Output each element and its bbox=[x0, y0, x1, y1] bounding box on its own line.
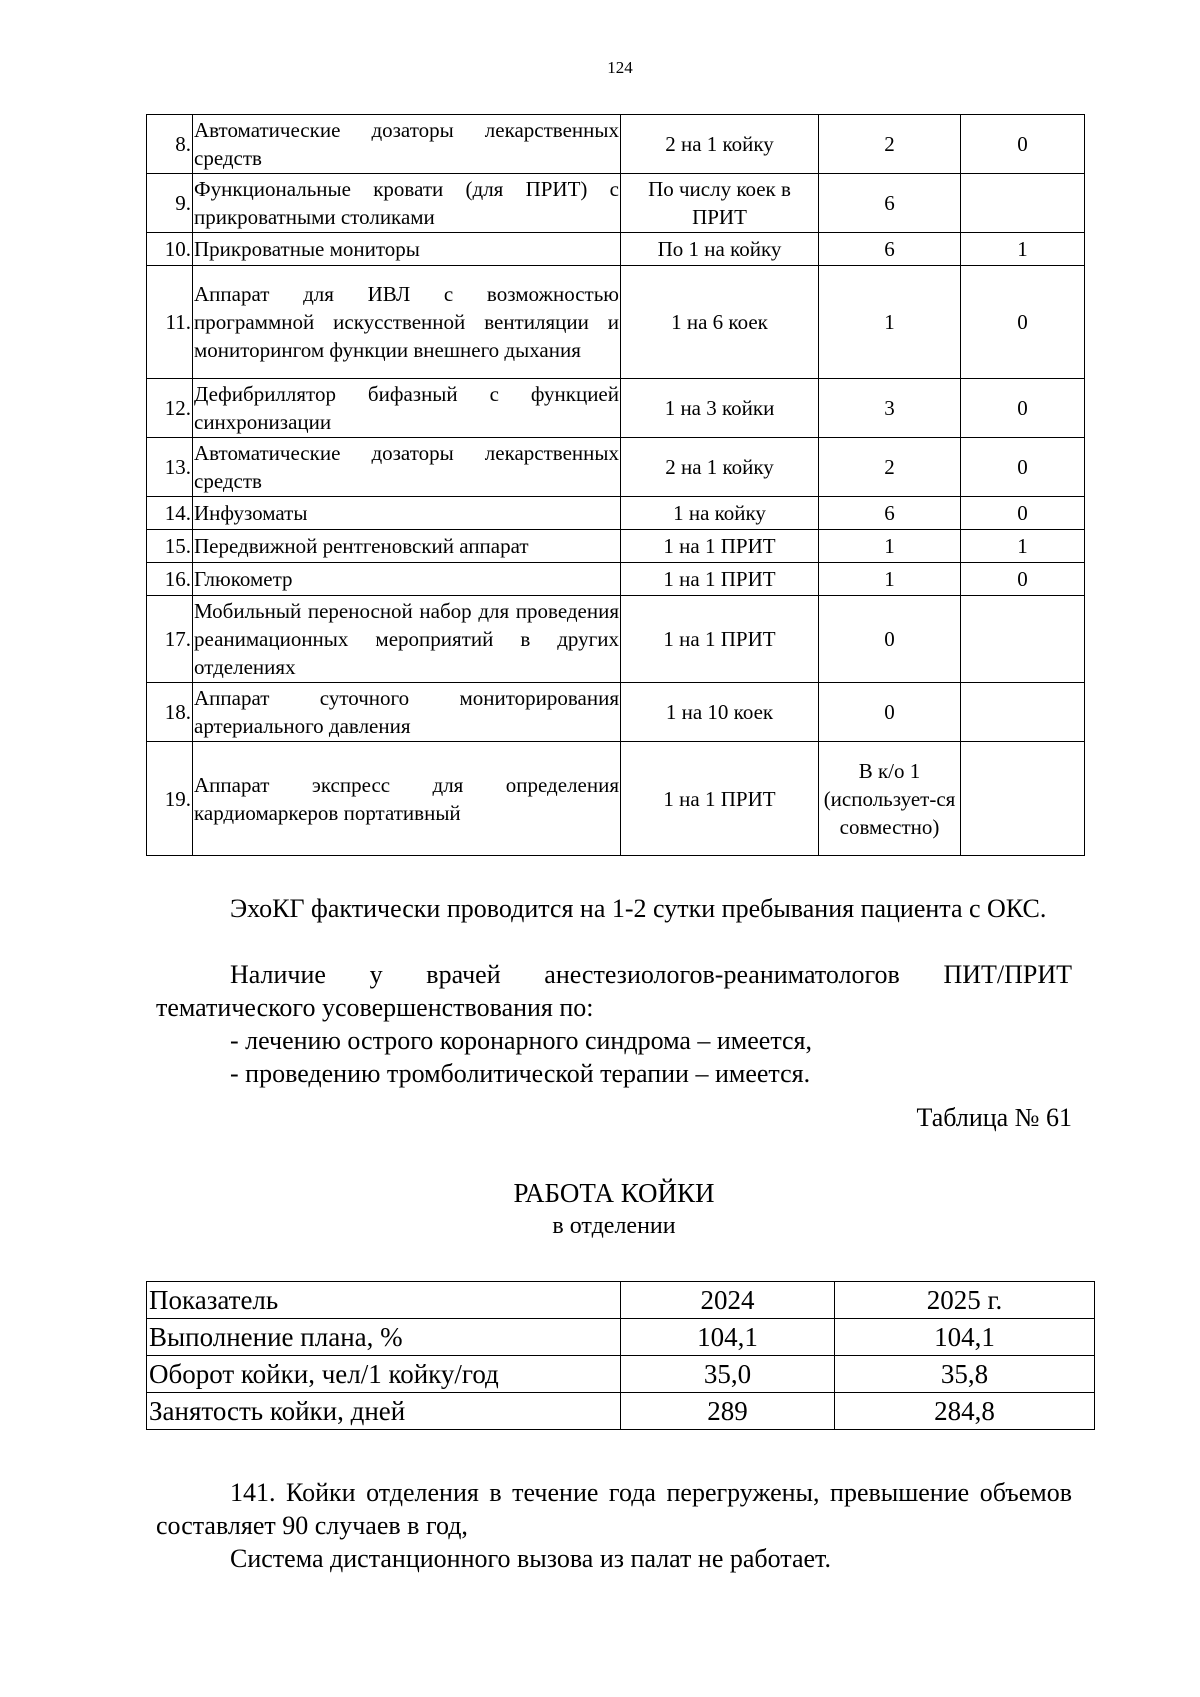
table-title: РАБОТА КОЙКИ bbox=[513, 1178, 715, 1208]
indicator-value: 284,8 bbox=[835, 1393, 1095, 1430]
equipment-actual: 6 bbox=[819, 233, 961, 266]
equipment-shortage: 1 bbox=[961, 530, 1085, 563]
equipment-shortage: 0 bbox=[961, 115, 1085, 174]
equipment-name: Дефибриллятор бифазный с функцией синхронизации bbox=[193, 379, 621, 438]
bed-work-table-body bbox=[147, 1282, 1095, 1430]
equipment-actual: 1 bbox=[819, 563, 961, 596]
row-number: 18. bbox=[147, 683, 193, 742]
equipment-actual: 2 bbox=[819, 115, 961, 174]
equipment-actual: 1 bbox=[819, 530, 961, 563]
table-header-row bbox=[147, 1282, 1095, 1319]
column-header: 2024 bbox=[621, 1282, 835, 1319]
bed-work-table bbox=[146, 1281, 1095, 1430]
equipment-norm: 1 на 1 ПРИТ bbox=[621, 742, 819, 856]
equipment-norm: 1 на 1 ПРИТ bbox=[621, 596, 819, 683]
equipment-name: Прикроватные мониторы bbox=[193, 233, 621, 266]
indicator-value: 104,1 bbox=[621, 1319, 835, 1356]
equipment-table bbox=[146, 114, 1085, 856]
table-row bbox=[147, 1319, 1095, 1356]
row-number: 8. bbox=[147, 115, 193, 174]
indicator-value: 35,8 bbox=[835, 1356, 1095, 1393]
page-number: 124 bbox=[607, 58, 633, 77]
table-row bbox=[147, 530, 1085, 563]
table-subtitle: в отделении bbox=[552, 1213, 676, 1239]
row-number: 11. bbox=[147, 266, 193, 379]
indicator-value: 104,1 bbox=[835, 1319, 1095, 1356]
column-header: Показатель bbox=[147, 1282, 621, 1319]
equipment-name: Инфузоматы bbox=[193, 497, 621, 530]
row-number: 13. bbox=[147, 438, 193, 497]
table-row bbox=[147, 266, 1085, 379]
paragraph-141: 141. Койки отделения в течение года перегружены, превышение объемов составляет 90 случаев в год, bbox=[156, 1478, 1072, 1540]
equipment-actual: 2 bbox=[819, 438, 961, 497]
table-row bbox=[147, 683, 1085, 742]
equipment-actual: 0 bbox=[819, 683, 961, 742]
equipment-shortage: 0 bbox=[961, 438, 1085, 497]
equipment-norm: 1 на 6 коек bbox=[621, 266, 819, 379]
equipment-shortage bbox=[961, 742, 1085, 856]
row-number: 15. bbox=[147, 530, 193, 563]
equipment-shortage: 0 bbox=[961, 266, 1085, 379]
training-paragraph: Наличие у врачей анестезиологов-реаниматологов ПИТ/ПРИТ тематического усовершенствования по: bbox=[156, 960, 1072, 1022]
equipment-shortage: 1 bbox=[961, 233, 1085, 266]
row-number: 10. bbox=[147, 233, 193, 266]
equipment-norm: 1 на 3 койки bbox=[621, 379, 819, 438]
table-row bbox=[147, 563, 1085, 596]
table-row bbox=[147, 1393, 1095, 1430]
table-row bbox=[147, 742, 1085, 856]
equipment-name: Функциональные кровати (для ПРИТ) с прикроватными столиками bbox=[193, 174, 621, 233]
equipment-table-body bbox=[147, 115, 1085, 856]
indicator-name: Оборот койки, чел/1 койку/год bbox=[147, 1356, 621, 1393]
equipment-shortage bbox=[961, 683, 1085, 742]
equipment-actual: 3 bbox=[819, 379, 961, 438]
equipment-name: Мобильный переносной набор для проведения реанимационных мероприятий в других отделениях bbox=[193, 596, 621, 683]
equipment-norm: По числу коек в ПРИТ bbox=[621, 174, 819, 233]
training-item-thrombolysis: - проведению тромболитической терапии – имеется. bbox=[230, 1059, 811, 1088]
equipment-name: Передвижной рентгеновский аппарат bbox=[193, 530, 621, 563]
table-row bbox=[147, 174, 1085, 233]
equipment-name: Аппарат экспресс для определения кардиомаркеров портативный bbox=[193, 742, 621, 856]
equipment-actual: В к/о 1 (использует-ся совместно) bbox=[819, 742, 961, 856]
row-number: 9. bbox=[147, 174, 193, 233]
equipment-actual: 6 bbox=[819, 497, 961, 530]
row-number: 14. bbox=[147, 497, 193, 530]
equipment-shortage: 0 bbox=[961, 497, 1085, 530]
equipment-name: Глюкометр bbox=[193, 563, 621, 596]
row-number: 17. bbox=[147, 596, 193, 683]
indicator-name: Выполнение плана, % bbox=[147, 1319, 621, 1356]
table-row bbox=[147, 497, 1085, 530]
equipment-name: Автоматические дозаторы лекарственных средств bbox=[193, 115, 621, 174]
table-row bbox=[147, 115, 1085, 174]
row-number: 12. bbox=[147, 379, 193, 438]
call-system-paragraph: Система дистанционного вызова из палат не работает. bbox=[230, 1544, 831, 1573]
indicator-name: Занятость койки, дней bbox=[147, 1393, 621, 1430]
table-number: Таблица № 61 bbox=[916, 1103, 1072, 1132]
indicator-value: 289 bbox=[621, 1393, 835, 1430]
equipment-norm: 1 на 10 коек bbox=[621, 683, 819, 742]
echo-paragraph: ЭхоКГ фактически проводится на 1-2 сутки пребывания пациента с ОКС. bbox=[230, 894, 1047, 923]
equipment-shortage: 0 bbox=[961, 563, 1085, 596]
equipment-shortage bbox=[961, 596, 1085, 683]
equipment-shortage: 0 bbox=[961, 379, 1085, 438]
equipment-name: Аппарат суточного мониторирования артериального давления bbox=[193, 683, 621, 742]
equipment-norm: 1 на 1 ПРИТ bbox=[621, 563, 819, 596]
equipment-norm: 1 на 1 ПРИТ bbox=[621, 530, 819, 563]
equipment-norm: 2 на 1 койку bbox=[621, 115, 819, 174]
indicator-value: 35,0 bbox=[621, 1356, 835, 1393]
equipment-norm: 1 на койку bbox=[621, 497, 819, 530]
table-row bbox=[147, 1356, 1095, 1393]
row-number: 16. bbox=[147, 563, 193, 596]
equipment-shortage bbox=[961, 174, 1085, 233]
training-item-acs: - лечению острого коронарного синдрома – имеется, bbox=[230, 1026, 813, 1055]
equipment-actual: 6 bbox=[819, 174, 961, 233]
table-row bbox=[147, 438, 1085, 497]
equipment-norm: По 1 на койку bbox=[621, 233, 819, 266]
equipment-name: Автоматические дозаторы лекарственных средств bbox=[193, 438, 621, 497]
equipment-name: Аппарат для ИВЛ с возможностью программной искусственной вентиляции и мониторингом функции внешнего дыхания bbox=[193, 266, 621, 379]
column-header: 2025 г. bbox=[835, 1282, 1095, 1319]
table-row bbox=[147, 596, 1085, 683]
table-row bbox=[147, 379, 1085, 438]
equipment-norm: 2 на 1 койку bbox=[621, 438, 819, 497]
equipment-actual: 0 bbox=[819, 596, 961, 683]
table-row bbox=[147, 233, 1085, 266]
equipment-actual: 1 bbox=[819, 266, 961, 379]
row-number: 19. bbox=[147, 742, 193, 856]
